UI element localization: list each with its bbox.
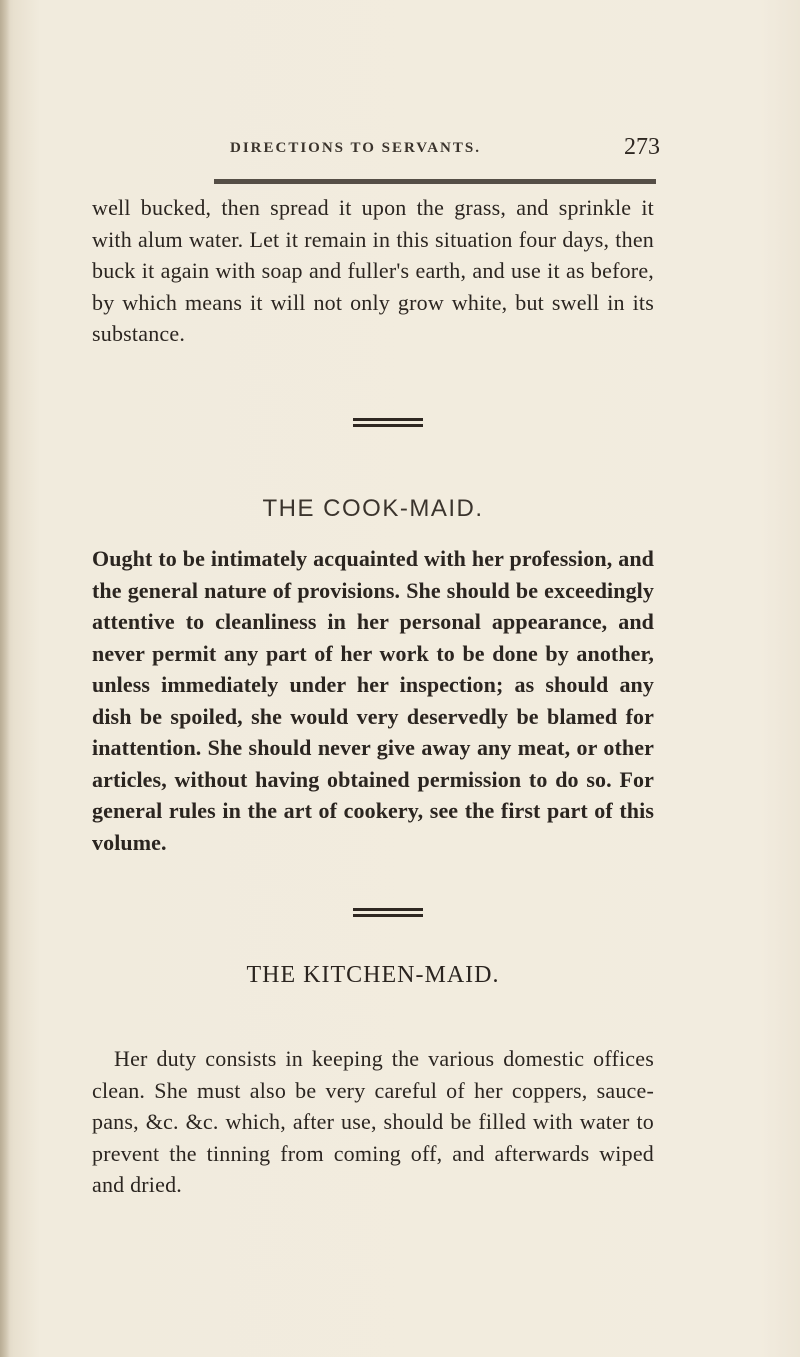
cook-maid-paragraph — [92, 543, 654, 858]
page-number: 273 — [624, 134, 660, 160]
kitchen-maid-paragraph — [92, 1043, 654, 1201]
continuation-text: well bucked, then spread it upon the grass, and sprinkle it with alum water. Let it remain in this situation four days, then buck it again with soap and fuller's earth, and use it as before, by which means it will not only grow white, but swell in its substance. — [92, 195, 654, 346]
running-head: DIRECTIONS TO SERVANTS. — [230, 140, 481, 156]
header-rule — [214, 179, 656, 184]
cook-maid-text: Ought to be intimately acquainted with her profession, and the general nature of provisions. She should be exceedingly attentive to cleanliness in her personal appearance, and never permit any part of her work to be done by another, unless immediately under her inspection; as should any dish be spoiled, she would very deservedly be blamed for inattention. She should never give away any meat, or other articles, without having obtained permission to do so. For general rules in the art of cookery, see the first part of this volume. — [92, 546, 654, 855]
section-divider — [353, 908, 423, 918]
continuation-paragraph — [92, 192, 654, 350]
page-header — [230, 134, 660, 164]
kitchen-maid-text: Her duty consists in keeping the various domestic offices clean. She must also be very careful of her coppers, sauce-pans, &c. &c. which, after use, should be filled with water to prevent the tinning from coming off, and afterwards wiped and dried. — [92, 1046, 654, 1197]
section-divider — [353, 418, 423, 428]
cook-maid-heading: THE COOK-MAID. — [262, 495, 484, 522]
kitchen-maid-heading: THE KITCHEN-MAID. — [246, 962, 500, 988]
binding-shadow — [0, 0, 10, 1357]
